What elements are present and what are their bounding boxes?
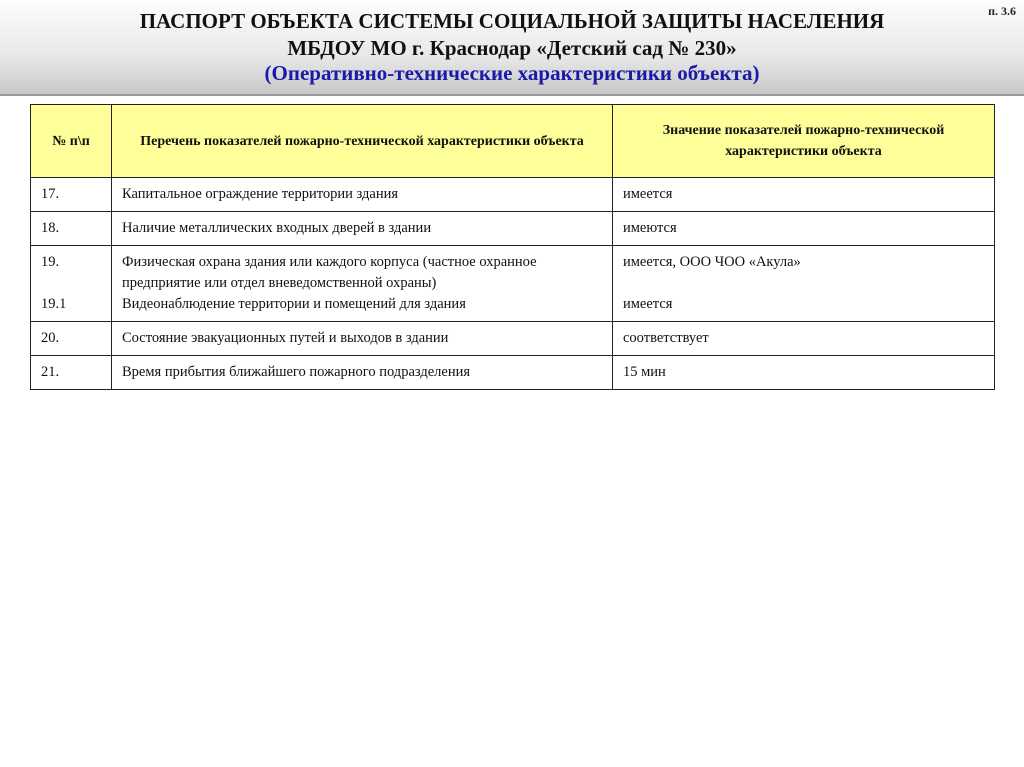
row-name: Капитальное ограждение территории здания	[112, 178, 613, 212]
row-num-sub: 19.1	[41, 296, 67, 312]
row-name-cell	[112, 246, 613, 322]
row-value: имеется	[613, 178, 995, 212]
row-name-sub: Видеонаблюдение территории и помещений для здания	[122, 296, 466, 312]
page-ref: п. 3.6	[988, 4, 1016, 18]
table-row	[31, 322, 995, 356]
col-header-value: Значение показателей пожарно-технической характеристики объекта	[613, 105, 995, 178]
title-line2: МБДОУ МО г. Краснодар «Детский сад № 230»	[287, 36, 737, 60]
row-value: имеются	[613, 212, 995, 246]
slide-header	[0, 0, 1024, 96]
row-value: 15 мин	[613, 356, 995, 390]
row-name: Состояние эвакуационных путей и выходов в здании	[112, 322, 613, 356]
row-num: 21.	[31, 356, 112, 390]
row-num: 19.	[41, 254, 60, 270]
row-num: 17.	[31, 178, 112, 212]
row-name: Физическая охрана здания или каждого корпуса (частное охранное предприятие или отдел вневедомственной охраны)	[122, 254, 537, 291]
title-line1: ПАСПОРТ ОБЪЕКТА СИСТЕМЫ СОЦИАЛЬНОЙ ЗАЩИТЫ НАСЕЛЕНИЯ	[139, 9, 885, 33]
subtitle: (Оперативно-технические характеристики объекта)	[264, 61, 760, 85]
row-num: 20.	[31, 322, 112, 356]
characteristics-table	[30, 104, 995, 390]
col-header-num: № п\п	[31, 105, 112, 178]
row-value: соответствует	[613, 322, 995, 356]
row-value: имеется, ООО ЧОО «Акула»	[623, 254, 801, 270]
table-row	[31, 178, 995, 212]
table-row	[31, 212, 995, 246]
col-header-name: Перечень показателей пожарно-технической характеристики объекта	[112, 105, 613, 178]
row-name: Время прибытия ближайшего пожарного подразделения	[112, 356, 613, 390]
table-row	[31, 356, 995, 390]
table-row	[31, 246, 995, 322]
row-value-cell	[613, 246, 995, 322]
table-header-row	[31, 105, 995, 178]
row-num: 18.	[31, 212, 112, 246]
row-num-cell	[31, 246, 112, 322]
row-name: Наличие металлических входных дверей в здании	[112, 212, 613, 246]
row-value-sub: имеется	[623, 296, 673, 312]
